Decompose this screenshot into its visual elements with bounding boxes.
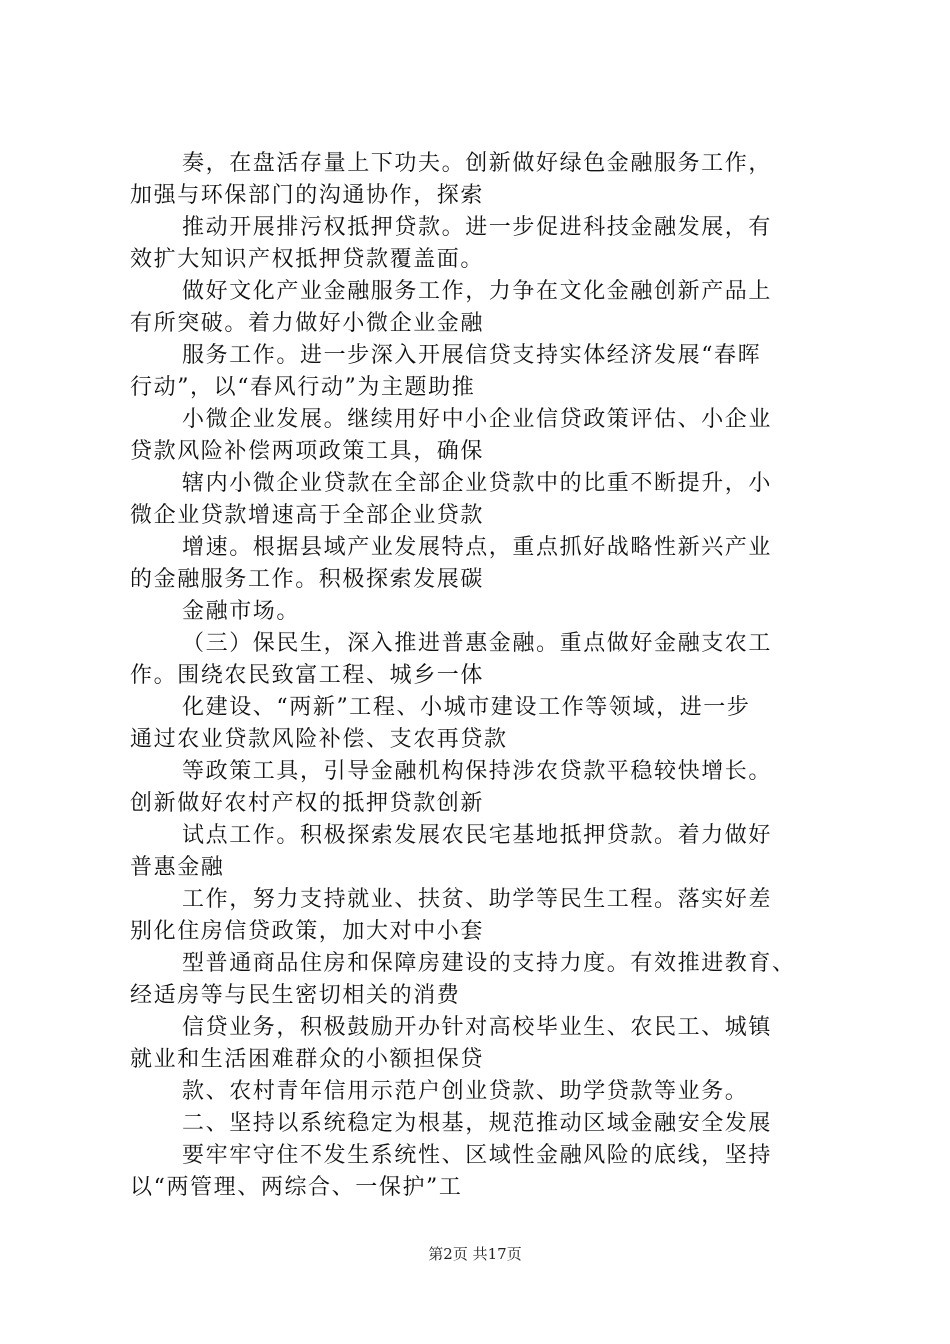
paragraph-line: 化建设、“两新”工程、小城市建设工作等领域，进一步 (182, 695, 751, 720)
paragraph (130, 692, 850, 756)
paragraph-line: 经适房等与民生密切相关的消费 (130, 983, 461, 1008)
paragraph (130, 468, 850, 532)
paragraph (130, 884, 850, 948)
paragraph-line: 服务工作。进一步深入开展信贷支持实体经济发展“春晖 (182, 343, 762, 368)
paragraph-line: 通过农业贷款风险补偿、支农再贷款 (130, 727, 508, 752)
paragraph (130, 276, 850, 340)
paragraph-line: 型普通商品住房和保障房建设的支持力度。有效推进教育、 (182, 951, 796, 976)
paragraph-line: 微企业贷款增速高于全部企业贷款 (130, 503, 485, 528)
paragraph-line: 以“两管理、两综合、一保护”工 (130, 1175, 463, 1200)
paragraph (130, 212, 850, 276)
paragraph (130, 596, 850, 628)
paragraph-line: 效扩大知识产权抵押贷款覆盖面。 (130, 247, 485, 272)
paragraph-line: 辖内小微企业贷款在全部企业贷款中的比重不断提升，小 (182, 471, 773, 496)
paragraph-line: 作。围绕农民致富工程、城乡一体 (130, 663, 485, 688)
paragraph (130, 1140, 850, 1204)
page-number-footer: 第2页 共17页 (428, 1245, 522, 1263)
paragraph-line: 的金融服务工作。积极探索发展碳 (130, 567, 485, 592)
paragraph (130, 756, 850, 820)
document-body (130, 148, 850, 1204)
paragraph-line: 创新做好农村产权的抵押贷款创新 (130, 791, 485, 816)
paragraph-line: 贷款风险补偿两项政策工具，确保 (130, 439, 485, 464)
paragraph (130, 340, 850, 404)
paragraph (130, 948, 850, 1012)
paragraph-line: 要牢牢守住不发生系统性、区域性金融风险的底线，坚持 (182, 1143, 773, 1168)
paragraph-line: 别化住房信贷政策，加大对中小套 (130, 919, 485, 944)
paragraph-line: 金融市场。 (182, 599, 301, 624)
paragraph-line: （三）保民生，深入推进普惠金融。重点做好金融支农工 (182, 631, 773, 656)
section-heading (130, 1108, 850, 1140)
paragraph-line: 试点工作。积极探索发展农民宅基地抵押贷款。着力做好 (182, 823, 773, 848)
paragraph-line: 推动开展排污权抵押贷款。进一步促进科技金融发展，有 (182, 215, 773, 240)
paragraph-line: 有所突破。着力做好小微企业金融 (130, 311, 485, 336)
paragraph-line: 奏，在盘活存量上下功夫。创新做好绿色金融服务工作， (182, 151, 773, 176)
paragraph-line: 小微企业发展。继续用好中小企业信贷政策评估、小企业 (182, 407, 773, 432)
paragraph (130, 148, 850, 212)
paragraph (130, 532, 850, 596)
paragraph-line: 行动”，以“春风行动”为主题助推 (130, 375, 476, 400)
paragraph-line: 做好文化产业金融服务工作，力争在文化金融创新产品上 (182, 279, 773, 304)
paragraph-line: 等政策工具，引导金融机构保持涉农贷款平稳较快增长。 (182, 759, 773, 784)
paragraph-line: 就业和生活困难群众的小额担保贷 (130, 1047, 485, 1072)
paragraph-line: 二、坚持以系统稳定为根基，规范推动区域金融安全发展 (182, 1111, 773, 1136)
paragraph-line: 加强与环保部门的沟通协作，探索 (130, 183, 485, 208)
paragraph (130, 1012, 850, 1076)
paragraph (130, 628, 850, 692)
paragraph (130, 820, 850, 884)
paragraph-line: 增速。根据县域产业发展特点，重点抓好战略性新兴产业 (182, 535, 773, 560)
paragraph-line: 款、农村青年信用示范户创业贷款、助学贷款等业务。 (182, 1079, 749, 1104)
paragraph-line: 信贷业务，积极鼓励开办针对高校毕业生、农民工、城镇 (182, 1015, 773, 1040)
paragraph-line: 普惠金融 (130, 855, 225, 880)
paragraph-line: 工作，努力支持就业、扶贫、助学等民生工程。落实好差 (182, 887, 773, 912)
paragraph (130, 1076, 850, 1108)
paragraph (130, 404, 850, 468)
